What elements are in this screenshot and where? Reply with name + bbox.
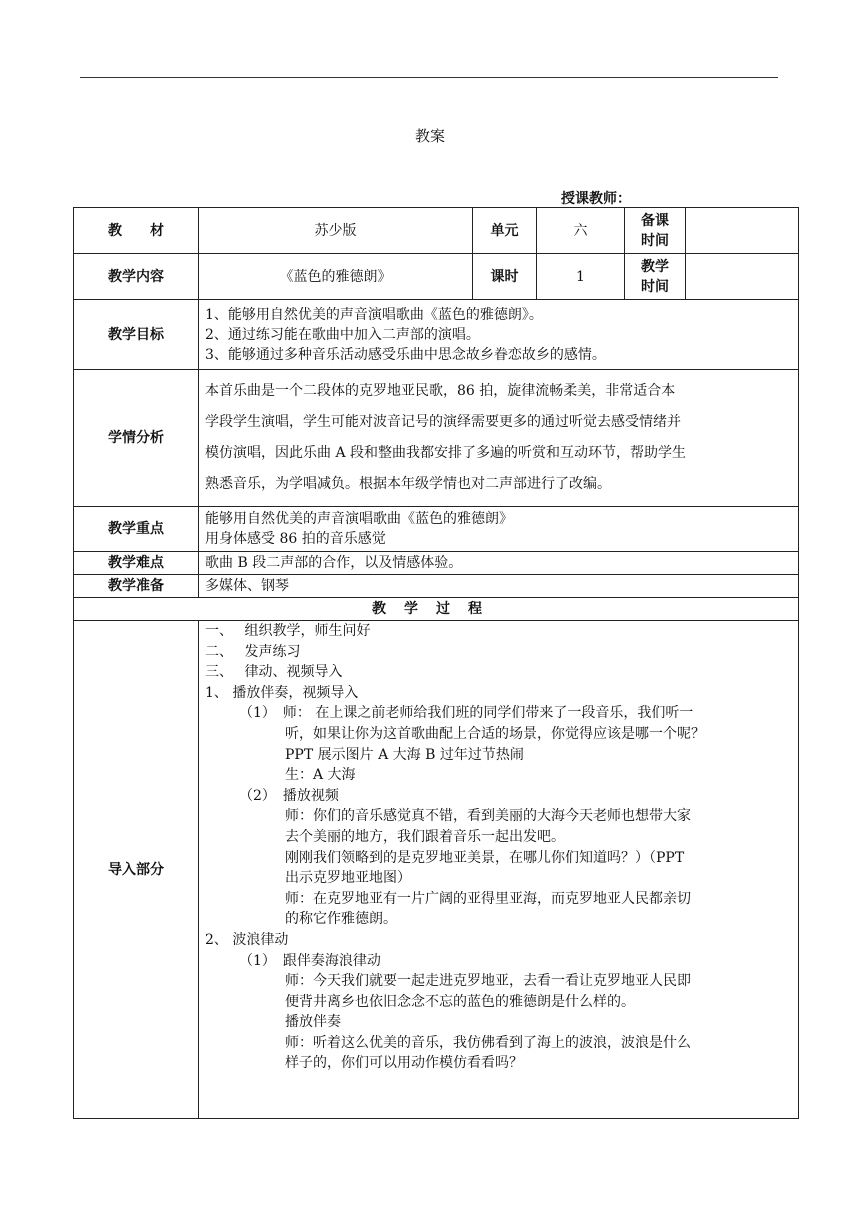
analysis-line: 模仿演唱，因此乐曲 A 段和整曲我都安排了多遍的听赏和互动环节，帮助学生 — [205, 445, 687, 461]
intro-line: （1） 跟伴奏海浪律动 — [239, 952, 381, 969]
intro-line: 出示克罗地亚地图） — [285, 870, 411, 887]
key-point-line: 能够用自然优美的声音演唱歌曲《蓝色的雅德朗》 — [205, 511, 513, 527]
key-points-label: 教学重点 — [74, 507, 199, 552]
intro-line: PPT 展示图片 A 大海 B 过年过节热闹 — [285, 746, 524, 763]
teacher-label: 授课教师： — [561, 191, 631, 207]
analysis-label: 学情分析 — [74, 370, 199, 507]
table-row-difficulty — [74, 552, 799, 575]
difficulty-value: 歌曲 B 段二声部的合作，以及情感体验。 — [199, 552, 799, 575]
analysis-value — [199, 370, 799, 507]
intro-line: 二、 发声练习 — [205, 643, 301, 660]
intro-line: 1、 播放伴奏，视频导入 — [205, 684, 359, 701]
goals-label: 教学目标 — [74, 300, 199, 370]
goal-line: 2、通过练习能在歌曲中加入二声部的演唱。 — [205, 326, 480, 343]
textbook-label: 教 材 — [74, 208, 199, 254]
document-title: 教案 — [414, 127, 445, 145]
table-row-content — [74, 254, 799, 300]
goal-line: 1、能够用自然优美的声音演唱歌曲《蓝色的雅德朗》。 — [205, 306, 543, 323]
table-row-key-points — [74, 507, 799, 552]
intro-line: 师：听着这么优美的音乐，我仿佛看到了海上的波浪，波浪是什么 — [285, 1034, 691, 1051]
content-value: 《蓝色的雅德朗》 — [199, 254, 473, 300]
intro-line: 师：你们的音乐感觉真不错，看到美丽的大海今天老师也想带大家 — [285, 808, 691, 825]
intro-line: 便背井离乡也依旧念念不忘的蓝色的雅德朗是什么样的。 — [285, 993, 635, 1010]
key-point-line: 用身体感受 86 拍的音乐感觉 — [205, 531, 386, 547]
table-row-intro — [74, 621, 799, 1119]
goals-value — [199, 300, 799, 370]
period-label: 课时 — [473, 254, 537, 300]
intro-line: 一、 组织教学，师生问好 — [205, 623, 371, 639]
header-rule — [80, 77, 778, 78]
intro-line: 去个美丽的地方，我们跟着音乐一起出发吧。 — [285, 828, 565, 845]
intro-line: 生：A 大海 — [285, 767, 356, 784]
intro-line: 师：在克罗地亚有一片广阔的亚得里亚海，而克罗地亚人民都亲切 — [285, 890, 691, 907]
difficulty-label: 教学难点 — [74, 552, 199, 575]
textbook-value: 苏少版 — [199, 208, 473, 254]
prep-time-value — [686, 208, 799, 254]
preparation-label: 教学准备 — [74, 575, 199, 598]
goal-line: 3、能够通过多种音乐活动感受乐曲中思念故乡眷恋故乡的感情。 — [205, 346, 606, 363]
key-points-value — [199, 507, 799, 552]
period-value: 1 — [537, 254, 625, 300]
intro-line: 三、 律动、视频导入 — [205, 664, 343, 681]
preparation-value: 多媒体、钢琴 — [199, 575, 799, 598]
intro-line: （1） 师： 在上课之前老师给我们班的同学们带来了一段音乐，我们听一 — [239, 705, 694, 722]
analysis-line: 学段学生演唱，学生可能对波音记号的演绎需要更多的通过听觉去感受情绪并 — [205, 414, 681, 430]
table-row-process-heading — [74, 598, 799, 621]
table-row-textbook — [74, 208, 799, 254]
intro-line: 样子的，你们可以用动作模仿看看吗？ — [285, 1055, 523, 1072]
lesson-plan-table — [73, 207, 799, 1119]
analysis-line: 熟悉音乐，为学唱减负。根据本年级学情也对二声部进行了改编。 — [205, 476, 611, 492]
prep-time-label: 备课 时间 — [625, 208, 686, 254]
teach-time-value — [686, 254, 799, 300]
process-heading: 教学过程 — [74, 598, 799, 621]
unit-label: 单元 — [473, 208, 537, 254]
table-row-analysis — [74, 370, 799, 507]
unit-value: 六 — [537, 208, 625, 254]
intro-line: 的称它作雅德朗。 — [285, 911, 397, 928]
intro-label: 导入部分 — [74, 621, 199, 1119]
table-row-preparation — [74, 575, 799, 598]
intro-line: （2） 播放视频 — [239, 787, 339, 804]
intro-line: 师：今天我们就要一起走进克罗地亚，去看一看让克罗地亚人民即 — [285, 973, 691, 990]
table-row-goals — [74, 300, 799, 370]
content-label: 教学内容 — [74, 254, 199, 300]
teach-time-label: 教学 时间 — [625, 254, 686, 300]
intro-line: 刚刚我们领略到的是克罗地亚美景，在哪儿你们知道吗？）（PPT — [285, 849, 685, 866]
intro-value — [199, 621, 799, 1119]
intro-line: 听，如果让你为这首歌曲配上合适的场景，你觉得应该是哪一个呢？ — [285, 725, 705, 742]
intro-line: 播放伴奏 — [285, 1014, 341, 1031]
analysis-line: 本首乐曲是一个二段体的克罗地亚民歌，86 拍，旋律流畅柔美，非常适合本 — [205, 383, 676, 399]
intro-line: 2、 波浪律动 — [205, 931, 289, 948]
